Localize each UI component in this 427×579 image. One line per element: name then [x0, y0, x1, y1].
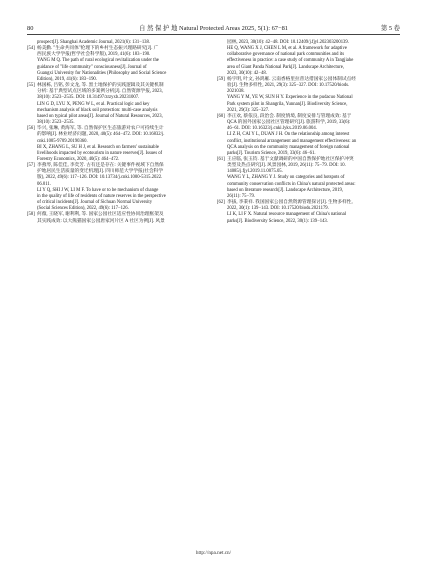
reference-entry — [27, 126, 210, 163]
reference-line: 06.011. — [37, 181, 51, 187]
reference-text: 王应临, 张玉钧. 基于文献调研的中国自然保护地社区保护冲突 — [227, 156, 354, 162]
reference-line: mechanism analysis of black soil protection: multi-case analysis — [37, 107, 158, 113]
reference-entry — [217, 114, 400, 157]
reference-line: 26(11): 75−79. — [227, 193, 255, 199]
footer-url[interactable]: http://npa.net.cn/ — [195, 550, 232, 556]
reference-line: Park system pilot in Shangrila, Yunnan[J]. Biodiversity Science, — [227, 101, 348, 107]
reference-line: 分析: 基于典型试点区域的多案例分析[J]. 自然资源学报, 2023, — [37, 89, 163, 95]
reference-line: Forestry Economics, 2020, 40(5): 464−472. — [37, 156, 120, 162]
reference-line: HE Q, WANG X J, CHEN L M, et al. A framework for adaptive — [227, 46, 347, 52]
reference-line: LI K, LI F X. Natural resource management of China's national — [227, 212, 347, 218]
reference-number: [61] — [217, 156, 225, 162]
reference-line: of critical incidents[J]. Journal of Sichuan Normal University — [37, 200, 153, 206]
reference-text: 李燕琴, 陈佳佳, 李奕芳. 古有还是存在: 关键事件视域下自然保 — [37, 163, 164, 169]
reference-line: effectiveness in practice: a case study of community A in Tangjiahe — [227, 58, 354, 64]
reference-line: 2023, 30(10): 42−48. — [227, 70, 267, 76]
reference-line: 其实践成效: 以大熊猫国家公园唐家河片区 A 社区为例[J]. 风景 — [37, 218, 165, 224]
reference-text: 毕兴, 张琳, 黄海军, 等. 自然保护区生态旅游对农户可持续生计 — [37, 126, 164, 132]
reference-line: area of Giant Panda National Park[J]. Landscape Architecture, — [227, 64, 345, 70]
reference-line: 护地居民生活质量的变迁机理[J]. 四川师范大学学报(社会科学 — [37, 169, 164, 175]
reference-line: 园林, 2023, 30(10): 42−48. DOI: 10.12409/j.fjyl.202303200139. — [227, 40, 349, 45]
reference-line: collaborative governance of national park communities and its — [227, 52, 345, 58]
reference-line: 2021, 29(3): 325−327. — [227, 107, 270, 113]
reference-line: LIN G D, LYU X, PENG W L, et al. Practical logic and key — [37, 101, 150, 107]
reference-line: 38(10): 2523−2535. — [37, 120, 75, 126]
header-rule — [27, 34, 400, 35]
reference-number: [59] — [217, 76, 225, 82]
reference-line: QCA analysis on the community management of foreign national — [227, 144, 350, 150]
reference-entry — [217, 200, 400, 225]
reference-number: [55] — [27, 83, 35, 89]
reference-line: YANG Y M, YE W, SUN H Y. Experience in the pudacuo National — [227, 95, 353, 101]
reference-entry — [27, 212, 210, 224]
reference-text: 林国栋, 吕铭, 彭文龙, 等. 黑土地保护的实践逻辑及其关键机制 — [37, 83, 164, 89]
reference-line: (Social Sciences Edition), 2022, 49(6): 117−126. — [37, 206, 129, 212]
reference-entry — [217, 77, 400, 114]
reference-number: [56] — [27, 126, 35, 132]
reference-line: BI X, ZHANG L, SU H J, et al. Research on farmers' sustainable — [37, 144, 159, 150]
page-number: 80 — [27, 25, 34, 32]
reference-line: community conservation conflicts in China's natural protected areas: — [227, 181, 356, 187]
reference-line: guidance of "life community" consciousness[J]. Journal of — [37, 64, 147, 70]
reference-line: 14085/j.fjyl.2019.11.0075.05. — [227, 169, 283, 175]
reference-number: [57] — [27, 163, 35, 169]
running-header — [27, 19, 400, 33]
reference-entry — [27, 163, 210, 212]
volume-label: 第 5 卷 — [380, 25, 400, 32]
reference-text: 何薇, 王晓军, 谢利利, 等. 国家公园社区适应性协同治理框架及 — [37, 212, 164, 218]
reference-line: parks[J]. Biodiversity Science, 2022, 30(1): 139−143. — [227, 218, 328, 224]
reference-line: livelihoods impacted by ecotourism in nature reserves[J]. Issues of — [37, 150, 163, 156]
left-column — [27, 40, 210, 225]
reference-number: [54] — [27, 46, 35, 52]
reference-entry — [217, 46, 400, 77]
reference-line: Guangxi University for Nationalities (Philosophy and Social Science — [37, 70, 167, 76]
right-column — [217, 40, 400, 225]
reference-line: Edition), 2019, 41(6): 183−190. — [37, 76, 97, 82]
journal-title: 自 然 保 护 地 Natural Protected Areas 2025, 5(1): 67−81 — [139, 25, 288, 32]
reference-number: [60] — [217, 113, 225, 119]
reference-line: parks[J]. Tourism Science, 2019, 33(6): 46−61. — [227, 150, 316, 156]
reference-line: cnki.1005-9709.20190360. — [37, 138, 88, 144]
reference-line: in the quality of life of residents of nature reserves in the perspective — [37, 193, 166, 199]
reference-entry — [217, 157, 400, 200]
reference-line: 46−61. DOI: 10.16323/j.cnki.lykx.2019.06.004. — [227, 126, 317, 132]
reference-line: prospect[J]. Shanghai Academic Journal, 2021(6): 131−138. — [37, 40, 151, 45]
reference-entry — [27, 46, 210, 83]
reference-number: [62] — [217, 200, 225, 206]
reference-entry — [27, 83, 210, 126]
reference-line: QCA 的国外国家公园社区管理研究[J]. 旅游科学, 2019, 33(6): — [227, 120, 351, 126]
reference-line: WANG Y L, ZHANG Y J. Study on categories and hotspots of — [227, 175, 345, 181]
reference-number: [58] — [27, 212, 35, 218]
reference-line: conflict, institutional arrangement and management effectiveness: an — [227, 138, 357, 144]
reference-line: 版), 2022, 49(6): 117−126. DOI: 10.13734/j.cnki.1000-5315.2022. — [37, 175, 163, 181]
reference-line: LI Z H, CAI Y L, DUAN J H. On the relationship among interest — [227, 132, 350, 138]
reference-line: 的影响[J]. 林业经济问题, 2020, 40(5): 464−472. DOI: 10.16832/j. — [37, 132, 165, 138]
reference-text: 李正欢, 蔡依良, 段治会. 制度情境, 制度安排与管理成效: 基于 — [227, 113, 352, 119]
reference-text: 杨美勤. "生命共同体"伦理下的乡村生态振兴理路研究[J]. 广 — [37, 46, 159, 52]
reference-line: 西民族大学学报(哲学社会科学版), 2019, 41(6): 183−190. — [37, 52, 151, 58]
reference-text: 李拔, 李秉祥. 我国国家公园自然资源管理探讨[J]. 生物多样性, — [227, 200, 353, 206]
reference-line: based on typical pilot areas[J]. Journal of Natural Resources, 2023, — [37, 113, 163, 119]
reference-line: 2022, 30(1): 139−143. DOI: 10.17520/biods.2021179. — [227, 206, 329, 212]
reference-line: 验[J]. 生物多样性, 2021, 29(3): 325−327. DOI: 10.17520/biods. — [227, 83, 350, 89]
reference-line: 38(10): 2523−2535. DOI: 10.31497/zrzyxb.20231007. — [37, 95, 140, 101]
reference-line: YANG M Q. The path of rural ecological revitalization under the — [37, 58, 159, 64]
reference-line: 2021038. — [227, 89, 245, 95]
reference-line: 类型及热点研究[J]. 风景园林, 2019, 26(11): 75−79. DOI: 10. — [227, 163, 346, 169]
reference-line: based on literature research[J]. Landscape Architecture, 2019, — [227, 187, 343, 193]
reference-text: 杨宇明, 叶文, 孙鸿雁. 云南香格里拉普达措国家公园体制试点经 — [227, 76, 356, 82]
reference-line: LI Y Q, SHI J W, LI M F. To have or to be mechanism of change — [37, 187, 159, 193]
